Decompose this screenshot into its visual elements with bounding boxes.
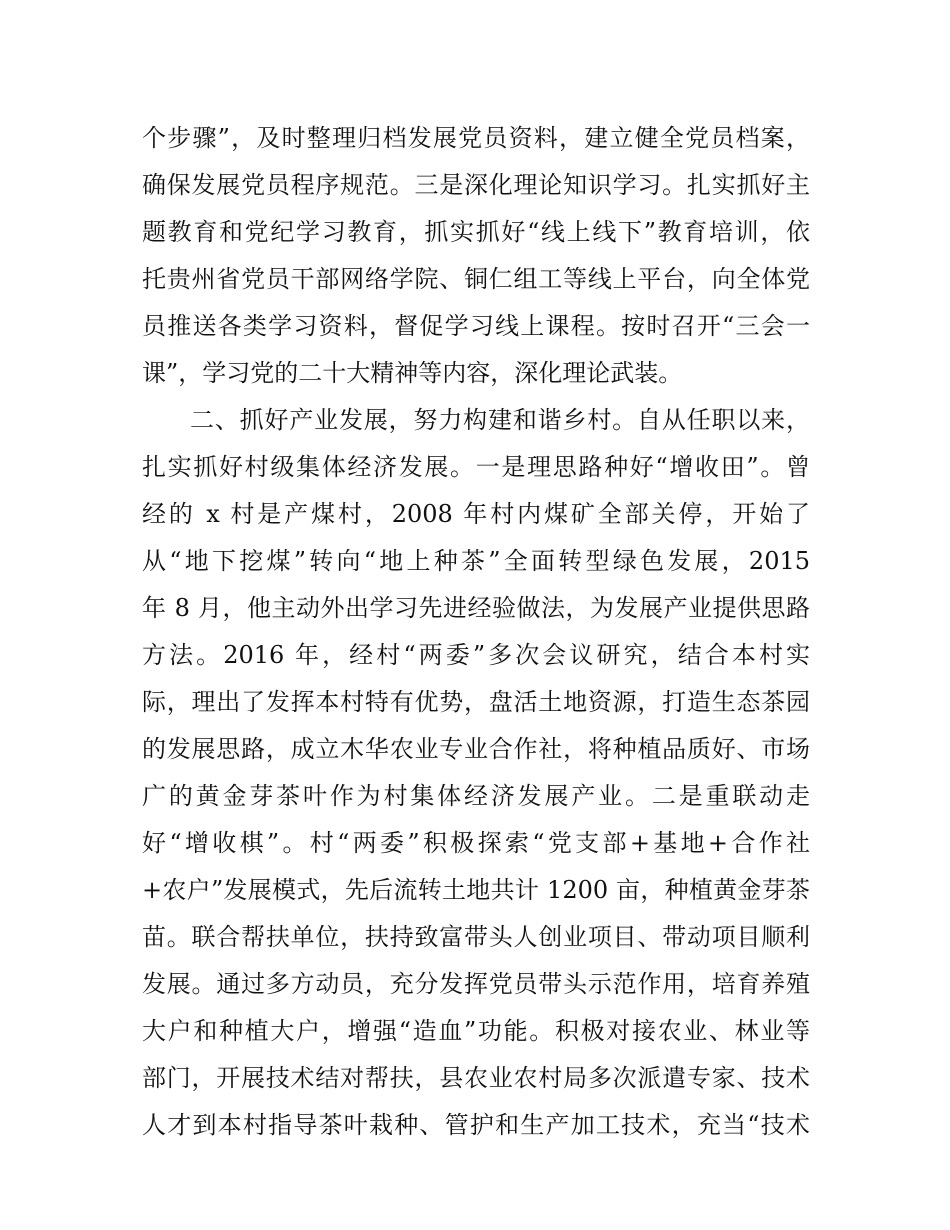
text-line: 员推送各类学习资料，督促学习线上课程。按时召开“三会一: [142, 312, 810, 340]
text-line: 部门，开展技术结对帮扶，县农业农村局多次派遣专家、技术: [142, 1064, 810, 1092]
text-line: 发展。通过多方动员，充分发挥党员带头示范作用，培育养殖: [142, 970, 810, 998]
text-line: 好“增收棋”。村“两委”积极探索“党支部+基地+合作社: [142, 829, 810, 857]
text-line: 个步骤”，及时整理归档发展党员资料，建立健全党员档案，: [142, 124, 810, 152]
text-line: +农户”发展模式，先后流转土地共计 1200 亩，种植黄金芽茶: [142, 876, 810, 904]
text-line: 题教育和党纪学习教育，抓实抓好“线上线下”教育培训，依: [142, 218, 810, 246]
text-line: 际，理出了发挥本村特有优势，盘活土地资源，打造生态茶园: [142, 688, 810, 716]
text-line: 托贵州省党员干部网络学院、铜仁组工等线上平台，向全体党: [142, 265, 810, 293]
text-line: 年 8 月，他主动外出学习先进经验做法，为发展产业提供思路: [142, 594, 810, 622]
text-line: 广的黄金芽茶叶作为村集体经济发展产业。二是重联动走: [142, 782, 810, 810]
text-line: 课”，学习党的二十大精神等内容，深化理论武装。: [142, 359, 683, 387]
text-line: 方法。2016 年，经村“两委”多次会议研究，结合本村实: [142, 641, 810, 669]
text-line: 经的 x 村是产煤村，2008 年村内煤矿全部关停，开始了: [142, 500, 810, 528]
text-line: 扎实抓好村级集体经济发展。一是理思路种好“增收田”。曾: [142, 453, 810, 481]
text-line: 的发展思路，成立木华农业专业合作社，将种植品质好、市场: [142, 735, 810, 763]
text-line: 从“地下挖煤”转向“地上种茶”全面转型绿色发展，2015: [142, 547, 810, 575]
text-line: 确保发展党员程序规范。三是深化理论知识学习。扎实抓好主: [142, 171, 810, 199]
paragraph-first-line: 二、抓好产业发展，努力构建和谐乡村。自从任职以来，: [190, 406, 810, 434]
text-line: 人才到本村指导茶叶栽种、管护和生产加工技术，充当“技术: [142, 1111, 810, 1139]
text-line: 苗。联合帮扶单位，扶持致富带头人创业项目、带动项目顺利: [142, 923, 810, 951]
text-line: 大户和种植大户，增强“造血”功能。积极对接农业、林业等: [142, 1017, 810, 1045]
